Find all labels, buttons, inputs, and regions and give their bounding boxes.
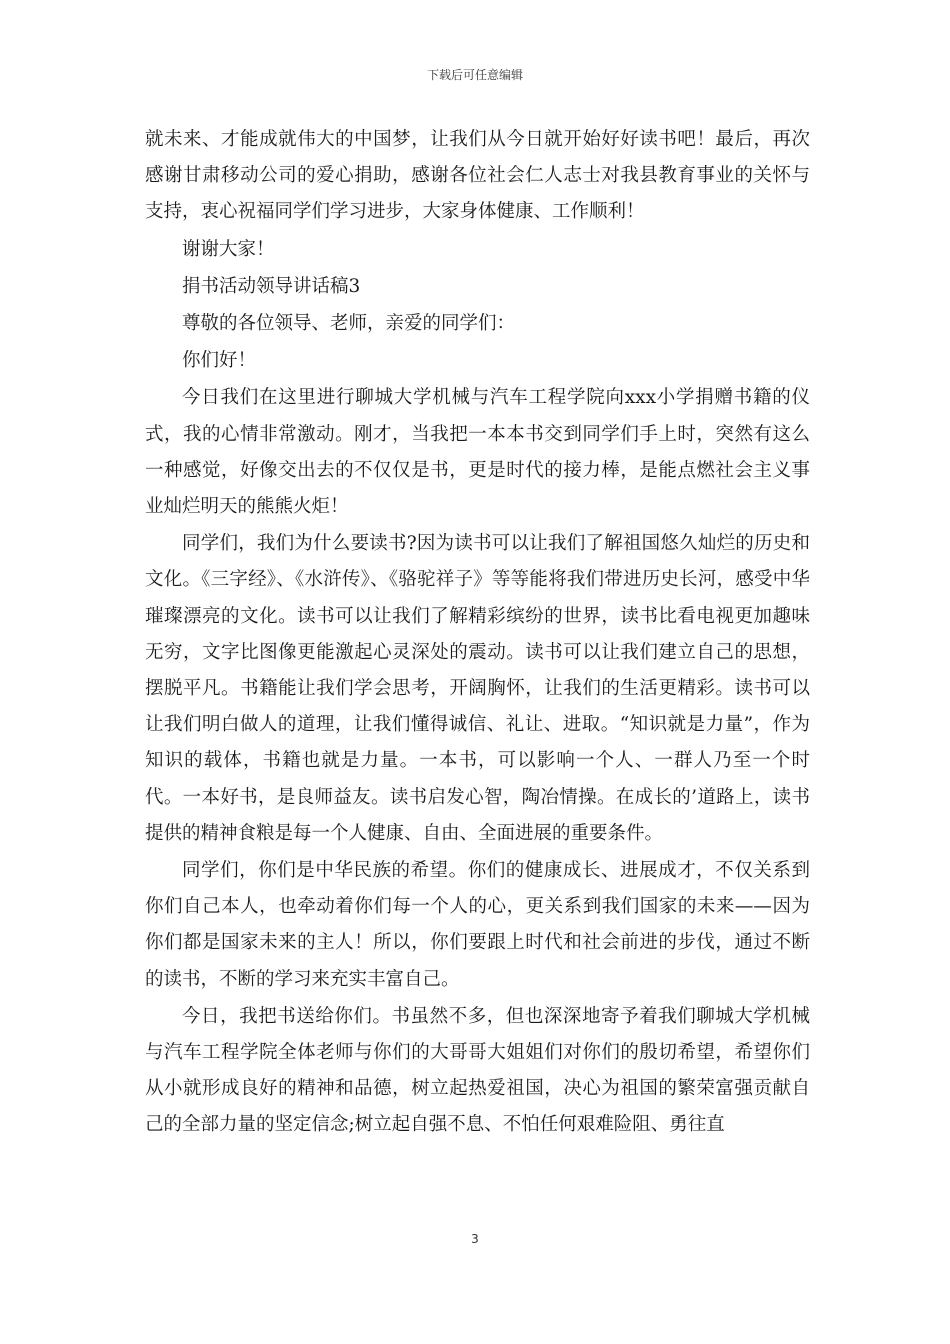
paragraph-why-read: 同学们，我们为什么要读书?因为读书可以让我们了解祖国悠久灿烂的历史和文化。《三字经》、《水浒传》、《骆驼祥子》等等能将我们带进历史长河，感受中华璀璨漂亮的文化。读书可以让我们了解精彩缤纷的世界，读书比看电视更加趣味无穷，文字比图像更能激起心灵深处的震动。读书可以让我们建立自己的思想，摆脱平凡。书籍能让我们学会思考，开阔胸怀，让我们的生活更精彩。读书可以让我们明白做人的道理，让我们懂得诚信、礼让、进取。“知识就是力量”，作为知识的载体，书籍也就是力量。一本书，可以影响一个人、一群人乃至一个时代。一本好书，是良师益友。读书启发心智，陶冶情操。在成长的’道路上，读书提供的精神食粮是每一个人健康、自由、全面进展的重要条件。 bbox=[145, 533, 810, 844]
document-body bbox=[145, 122, 810, 1144]
section-title: 捐书活动领导讲话稿3 bbox=[182, 275, 361, 297]
page-header: 下载后可任意编辑 bbox=[426, 68, 523, 82]
greeting: 你们好！ bbox=[182, 350, 257, 372]
page-number: 3 bbox=[471, 1232, 479, 1246]
paragraph-thanks: 谢谢大家！ bbox=[182, 238, 275, 260]
salutation: 尊敬的各位领导、老师，亲爱的同学们： bbox=[182, 313, 516, 335]
paragraph-hope: 同学们，你们是中华民族的希望。你们的健康成长、进展成才，不仅关系到你们自己本人，也牵动着你们每一个人的心，更关系到我们国家的未来——因为你们都是国家未来的主人！所以，你们要跟上时代和社会前进的步伐，通过不断的读书，不断的学习来充实丰富自己。 bbox=[145, 860, 810, 990]
paragraph-continuation: 就未来、才能成就伟大的中国梦，让我们从今日就开始好好读书吧！最后，再次感谢甘肃移动公司的爱心捐助，感谢各位社会仁人志士对我县教育事业的关怀与支持，衷心祝福同学们学习进步，大家身体健康、工作顺利！ bbox=[145, 129, 810, 223]
paragraph-ceremony: 今日我们在这里进行聊城大学机械与汽车工程学院向xxx小学捐赠书籍的仪式，我的心情非常激动。刚才，当我把一本本书交到同学们手上时，突然有这么一种感觉，好像交出去的不仅仅是书，更是时代的接力棒，是能点燃社会主义事业灿烂明天的熊熊火炬！ bbox=[145, 387, 810, 518]
paragraph-gift: 今日，我把书送给你们。书虽然不多，但也深深地寄予着我们聊城大学机械与汽车工程学院全体老师与你们的大哥哥大姐姐们对你们的殷切希望，希望你们从小就形成良好的精神和品德，树立起热爱祖国，决心为祖国的繁荣富强贡献自己的全部力量的坚定信念;树立起自强不息、不怕任何艰难险阻、勇往直 bbox=[145, 1005, 810, 1136]
